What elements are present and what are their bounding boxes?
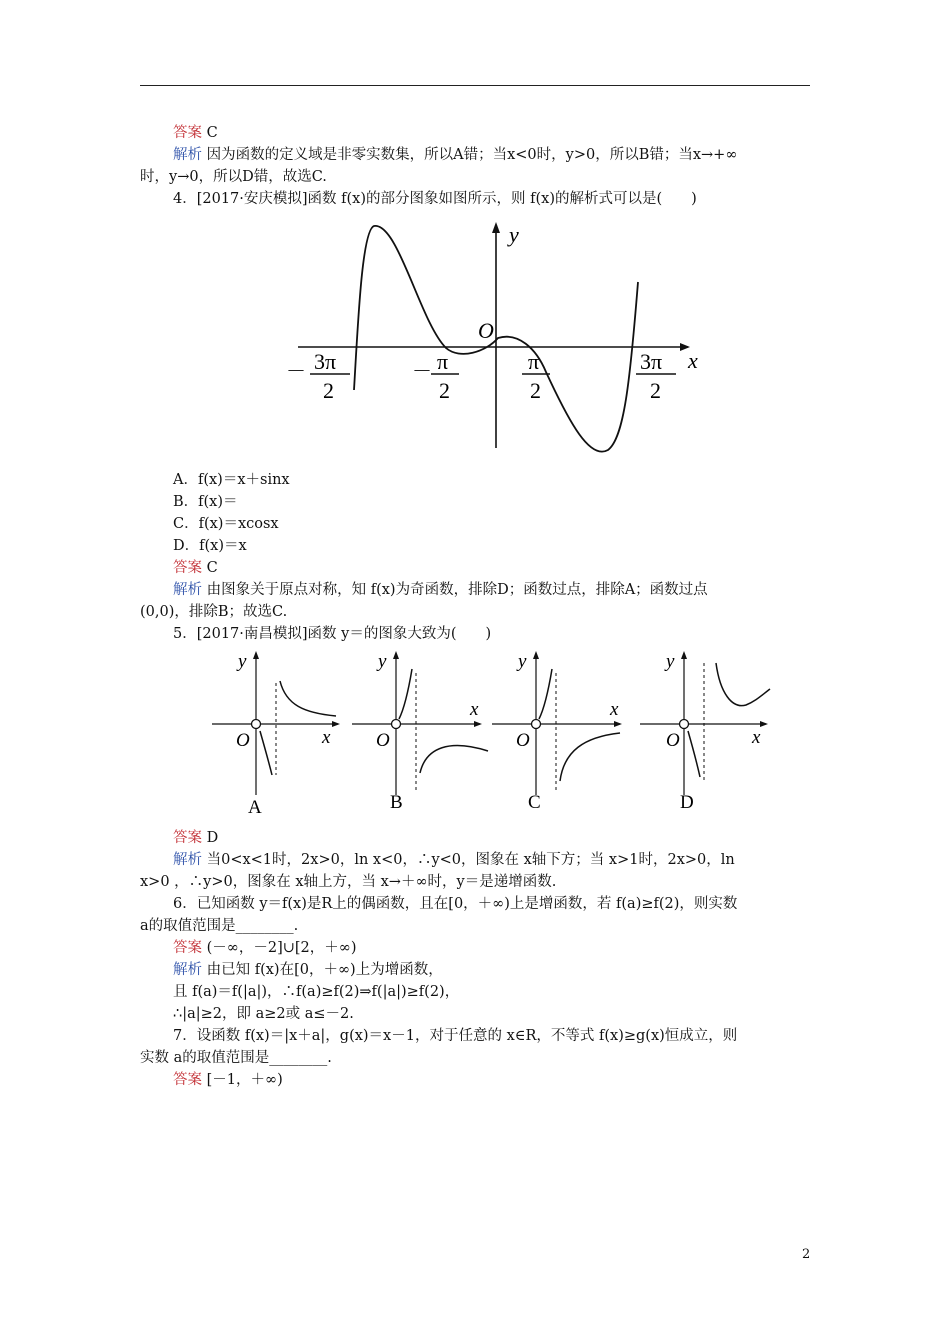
line-text: A．f(x)＝x＋sinx [173, 472, 290, 488]
curve-left [399, 669, 412, 719]
line-text: 6．已知函数 y＝f(x)是R上的偶函数，且在[0，＋∞)上是增函数，若 f(a)≥f(2)，则实数 [173, 896, 738, 912]
function-graph-q4 [278, 212, 706, 464]
line-text: C．f(x)＝xcosx [173, 516, 279, 532]
x-axis-arrow [760, 721, 768, 727]
y-axis-arrow [492, 222, 500, 233]
option-label: C [528, 792, 541, 813]
origin-label: O [376, 730, 390, 751]
line-text: 实数 a的取值范围是________. [140, 1050, 332, 1066]
line-text: 7．设函数 f(x)＝|x＋a|，g(x)＝x－1，对于任意的 x∈R，不等式 f(x)≥g(x)恒成立，则 [173, 1028, 738, 1044]
y-label: y [378, 651, 387, 672]
text-line [140, 189, 845, 209]
origin-label: O [478, 318, 494, 343]
origin-hole [532, 720, 541, 729]
line-text: C [202, 125, 218, 141]
curve-left [539, 669, 552, 719]
text-line [140, 960, 845, 980]
option-label: A [248, 797, 262, 818]
answer-label: 答案 [173, 1072, 202, 1088]
text-line [140, 602, 812, 622]
line-text: (0,0)，排除B；故选C. [140, 604, 288, 620]
line-text: a的取值范围是________. [140, 918, 299, 934]
x-axis-label: x [688, 348, 698, 373]
graph-option-d [640, 651, 770, 813]
line-text: C [202, 560, 218, 576]
curve-right [560, 733, 620, 781]
line-text: x>0 ，∴y>0，图象在 x轴上方，当 x→＋∞时，y＝是递增函数. [140, 874, 557, 890]
line-text: 因为函数的定义域是非零实数集，所以A错；当x<0时，y>0，所以B错；当x→+∞ [202, 147, 738, 163]
tick-3pi-den: 2 [650, 378, 661, 403]
x-axis-arrow [614, 721, 622, 727]
x-label: x [322, 727, 331, 748]
tick-minus-sign: － [412, 361, 432, 383]
page-number: 2 [802, 1247, 811, 1262]
text-line [140, 1004, 845, 1024]
y-axis-arrow [393, 651, 399, 659]
x-axis-arrow [332, 721, 340, 727]
curve-left [688, 731, 700, 777]
text-line [140, 580, 845, 600]
y-axis-arrow [681, 651, 687, 659]
text-line [140, 536, 845, 556]
tick-neg-3pi-den: 2 [323, 378, 334, 403]
graph-option-a [212, 651, 340, 818]
text-line [140, 872, 812, 892]
curve-right [420, 746, 488, 773]
analysis-label: 解析 [173, 852, 202, 868]
y-axis-arrow [253, 651, 259, 659]
y-axis-arrow [533, 651, 539, 659]
origin-hole [252, 720, 261, 729]
answer-label: 答案 [173, 125, 202, 141]
text-line [140, 145, 845, 165]
text-line [140, 982, 845, 1002]
header-rule [140, 85, 810, 86]
y-label: y [238, 651, 247, 672]
tick-neg-pi-num: π [437, 349, 449, 374]
text-line [140, 828, 845, 848]
text-line [140, 492, 845, 512]
origin-label: O [666, 730, 680, 751]
option-label: D [680, 792, 694, 813]
line-text: 由已知 f(x)在[0，＋∞)上为增函数， [202, 962, 443, 978]
origin-hole [680, 720, 689, 729]
curve-left [260, 731, 272, 775]
curve-right [280, 681, 336, 716]
answer-label: 答案 [173, 560, 202, 576]
line-text: [－1，＋∞) [202, 1072, 283, 1088]
origin-label: O [236, 730, 250, 751]
line-text: D [202, 830, 219, 846]
line-text: D．f(x)＝x [173, 538, 247, 554]
text-line [140, 558, 845, 578]
analysis-label: 解析 [173, 147, 202, 163]
tick-pi-num: π [528, 349, 540, 374]
y-label: y [518, 651, 527, 672]
answer-label: 答案 [173, 940, 202, 956]
origin-hole [392, 720, 401, 729]
text-line [140, 123, 845, 143]
curve-right [716, 663, 770, 706]
tick-pi-den: 2 [530, 378, 541, 403]
analysis-label: 解析 [173, 582, 202, 598]
x-label: x [470, 699, 479, 720]
text-line [140, 894, 845, 914]
line-text: 且 f(a)＝f(|a|)，∴f(a)≥f(2)⇒f(|a|)≥f(2)， [173, 984, 460, 1000]
text-line [140, 470, 845, 490]
text-line [140, 1026, 845, 1046]
text-line [140, 624, 845, 644]
line-text: ∴|a|≥2，即 a≥2或 a≤－2. [173, 1006, 354, 1022]
line-text: 时，y→0，所以D错，故选C. [140, 169, 327, 185]
y-axis-label: y [509, 222, 519, 247]
text-line [140, 1070, 845, 1090]
tick-neg-3pi-num: 3π [314, 349, 337, 374]
option-label: B [390, 792, 403, 813]
line-text: B．f(x)＝ [173, 494, 238, 510]
text-line [140, 916, 812, 936]
line-text: 当0<x<1时，2x>0，ln x<0，∴y<0，图象在 x轴下方；当 x>1时，2x>0，ln [202, 852, 735, 868]
text-line [140, 938, 845, 958]
origin-label: O [516, 730, 530, 751]
line-text: (－∞，－2]∪[2，＋∞) [202, 940, 357, 956]
analysis-label: 解析 [173, 962, 202, 978]
line-text: 5．[2017·南昌模拟]函数 y＝的图象大致为( ) [173, 626, 492, 642]
graph-option-b [352, 651, 488, 813]
line-text: 4．[2017·安庆模拟]函数 f(x)的部分图象如图所示，则 f(x)的解析式可以是( ) [173, 191, 697, 207]
tick-3pi-num: 3π [640, 349, 663, 374]
text-line [140, 167, 812, 187]
graph-option-c [492, 651, 622, 813]
answer-label: 答案 [173, 830, 202, 846]
x-axis-arrow [474, 721, 482, 727]
text-line [140, 514, 845, 534]
x-label: x [752, 727, 761, 748]
x-label: x [610, 699, 619, 720]
tick-neg-pi-den: 2 [439, 378, 450, 403]
text-line [140, 850, 845, 870]
y-label: y [666, 651, 675, 672]
graph-options-q5 [200, 643, 790, 823]
line-text: 由图象关于原点对称，知 f(x)为奇函数，排除D；函数过点，排除A；函数过点 [202, 582, 708, 598]
text-line [140, 1048, 812, 1068]
tick-minus-sign: － [286, 361, 306, 383]
